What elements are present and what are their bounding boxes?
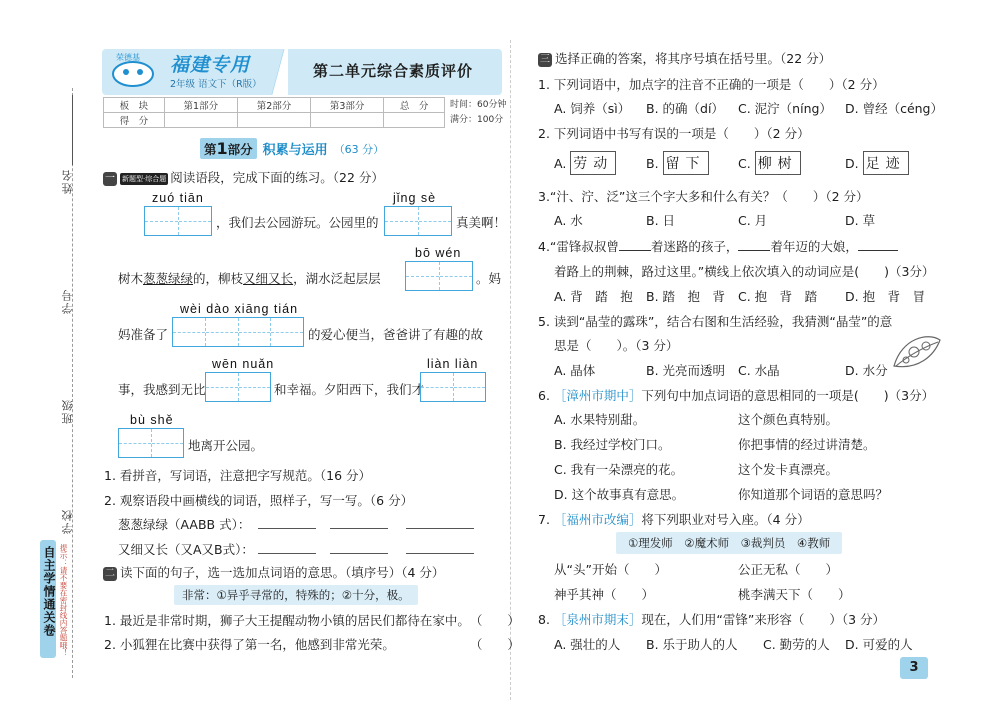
q3-option[interactable]: D. 抱 背 冒	[845, 289, 926, 304]
part1-header: 第1部分 积累与运用 （63 分）	[200, 139, 384, 158]
score-table: 板 块 第1部分 第2部分 第3部分 总 分 得 分	[103, 97, 445, 128]
passage-text: ，我们去公园游玩。公园里的	[216, 215, 379, 230]
name-line	[72, 95, 73, 165]
q3-item7-hint: ①理发师 ②魔术师 ③裁判员 ④教师	[616, 532, 842, 554]
q3-option[interactable]: B. 光亮而透明	[646, 363, 726, 378]
q3-item3: 3.“汁、泞、泛”这三个字大多和什么有关？（ ）（2 分）	[538, 189, 869, 204]
passage-text: 树木葱葱绿绿的，柳枝又细又长，湖水泛起层层	[118, 271, 381, 286]
q3-option[interactable]: C. 水晶	[738, 363, 780, 378]
q3-item7: 7. ［福州市改编］将下列职业对号入座。（4 分）	[538, 512, 810, 527]
q3-option[interactable]: C. 柳树	[738, 151, 801, 175]
q1-intro: 一 新题型·综合题 阅读语段，完成下面的练习。（22 分）	[105, 170, 384, 185]
q3-option[interactable]: A. 晶体	[554, 363, 596, 378]
answer-line[interactable]	[330, 528, 388, 529]
q3-option[interactable]: C. 勤劳的人	[763, 637, 830, 652]
header-divider	[268, 49, 288, 95]
q3-item5-cont: 思是（ ）。（3 分）	[554, 338, 679, 353]
pinyin: bù shě	[130, 413, 174, 427]
passage-text: 真美啊！	[456, 215, 507, 230]
q3-option[interactable]: D. 可爱的人	[845, 637, 913, 652]
q3-option-pair: 你知道那个词语的意思吗？	[738, 487, 889, 502]
q3-item5: 5. 读到“晶莹的露珠”，结合右图和生活经验，我猜测“晶莹”的意	[538, 314, 893, 329]
name-label: 姓名	[61, 168, 74, 194]
q3-option[interactable]: B. 的确（dí）	[646, 101, 724, 116]
q3-option[interactable]: A. 水	[554, 213, 583, 228]
q3-option[interactable]: B. 留下	[646, 151, 709, 175]
q3-option[interactable]: C. 抱 背 踏	[738, 289, 818, 304]
q3-option[interactable]: C. 我有一朵漂亮的花。	[554, 462, 684, 477]
q1-sub2-a: 葱葱绿绿（AABB 式）：	[118, 517, 251, 532]
brand-logo	[110, 52, 156, 88]
school-label: 学校	[61, 508, 74, 534]
q3-option[interactable]: A. 劳动	[554, 151, 616, 175]
passage-text: 。妈	[476, 271, 502, 286]
q3-match[interactable]: 公正无私（ ）	[738, 562, 839, 577]
q3-option-pair: 你把事情的经过讲清楚。	[738, 437, 876, 452]
sidebar-title: 自主学情通关卷	[42, 546, 56, 637]
answer-line[interactable]	[406, 528, 474, 529]
q3-item8: 8. ［泉州市期末］现在，人们用“雷锋”来形容（ ）（3 分）	[538, 612, 886, 627]
q3-option[interactable]: A. 饲养（sì）	[554, 101, 631, 116]
q3-match[interactable]: 神乎其神（ ）	[554, 587, 655, 602]
series-title: 福建专用	[170, 54, 251, 76]
sidebar-tip: 提示：请不要在密封线内答题哦！	[59, 544, 68, 657]
pinyin: bō wén	[415, 246, 462, 260]
pinyin: zuó tiān	[152, 191, 204, 205]
q3-intro: 三 选择正确的答案，将其序号填在括号里。（22 分）	[540, 51, 832, 66]
q3-option-pair: 这个颜色真特别。	[738, 412, 839, 427]
q3-option[interactable]: A. 强壮的人	[554, 637, 621, 652]
q2-intro: 二 读下面的句子，选一选加点词语的意思。（填序号）（4 分）	[105, 565, 445, 580]
q2-item1: 1. 最近是非常时期，狮子大王提醒动物小镇的居民们都待在家中。 （ ）	[104, 613, 520, 628]
q3-option[interactable]: C. 月	[738, 213, 768, 228]
passage-text: 和幸福。夕阳西下，我们才	[274, 382, 425, 397]
q3-option[interactable]: B. 日	[646, 213, 676, 228]
answer-line[interactable]	[406, 553, 474, 554]
q3-option[interactable]: D. 这个故事真有意思。	[554, 487, 685, 502]
q3-option-pair: 这个发卡真漂亮。	[738, 462, 839, 477]
q3-item1: 1. 下列词语中，加点字的注音不正确的一项是（ ）（2 分）	[538, 77, 885, 92]
q3-option[interactable]: B. 乐于助人的人	[646, 637, 738, 652]
q3-option[interactable]: C. 泥泞（níng）	[738, 101, 832, 116]
q3-item2: 2. 下列词语中书写有误的一项是（ ）（2 分）	[538, 126, 810, 141]
q1-sub1: 1. 看拼音，写词语，注意把字写规范。（16 分）	[104, 468, 372, 483]
q3-item4: 4.“雷锋叔叔曾 着迷路的孩子， 着年迈的大娘，	[538, 237, 898, 255]
writing-grid[interactable]	[144, 206, 212, 236]
q1-sub2-b: 又细又长（又A又B式）：	[118, 542, 254, 557]
passage-text: 事，我感到无比	[118, 382, 206, 397]
page-number: 3	[900, 657, 928, 679]
q2-item2: 2. 小狐狸在比赛中获得了第一名，他感到非常光荣。 （ ）	[104, 637, 520, 652]
sidebar-banner	[40, 540, 92, 660]
q3-match[interactable]: 从“头”开始（ ）	[554, 562, 667, 577]
brand-text: 荣德基	[116, 53, 140, 62]
q3-option[interactable]: A. 背 踏 抱	[554, 289, 633, 304]
q3-option[interactable]: A. 水果特别甜。	[554, 412, 646, 427]
pinyin: jǐng sè	[393, 191, 437, 205]
pinyin: wèi dào xiāng tián	[180, 302, 299, 316]
passage-text: 的爱心便当，爸爸讲了有趣的故	[308, 327, 484, 342]
q3-item6: 6. ［漳州市期中］下列句中加点词语的意思相同的一项是( )（3分）	[538, 388, 935, 403]
writing-grid[interactable]	[172, 317, 304, 347]
answer-line[interactable]	[330, 553, 388, 554]
pinyin: liàn liàn	[427, 357, 479, 371]
passage-text: 妈准备了	[118, 327, 169, 342]
dewdrop-illustration	[888, 326, 944, 378]
q3-option[interactable]: D. 曾经（céng）	[845, 101, 943, 116]
q3-item4-cont: 着路上的荆棘，路过这里。”横线上依次填入的动词应是( )（3分）	[554, 264, 935, 279]
q2-hint: 非常：①异乎寻常的，特殊的；②十分，极。	[174, 585, 418, 605]
writing-grid[interactable]	[405, 261, 473, 291]
passage-text: 地离开公园。	[188, 438, 264, 453]
grade-label: 2年级 语文下（R版）	[170, 79, 262, 90]
q3-option[interactable]: D. 水分	[845, 363, 888, 378]
writing-grid[interactable]	[420, 372, 486, 402]
number-label: 学号	[61, 288, 74, 314]
time-info: 时间：60分钟 满分：100分	[450, 100, 507, 125]
q3-option[interactable]: B. 踏 抱 背	[646, 289, 726, 304]
q3-option[interactable]: D. 足迹	[845, 151, 909, 175]
q1-sub2: 2. 观察语段中画横线的词语，照样子，写一写。（6 分）	[104, 493, 414, 508]
answer-line[interactable]	[258, 528, 316, 529]
q3-match[interactable]: 桃李满天下（ ）	[738, 587, 851, 602]
page-title: 第二单元综合素质评价	[312, 62, 473, 80]
class-label: 班级	[61, 398, 74, 424]
writing-grid[interactable]	[205, 372, 271, 402]
pinyin: wēn nuǎn	[212, 357, 275, 371]
writing-grid[interactable]	[118, 428, 184, 458]
q3-option[interactable]: D. 草	[845, 213, 876, 228]
q3-option[interactable]: B. 我经过学校门口。	[554, 437, 671, 452]
writing-grid[interactable]	[384, 206, 452, 236]
answer-line[interactable]	[258, 553, 316, 554]
